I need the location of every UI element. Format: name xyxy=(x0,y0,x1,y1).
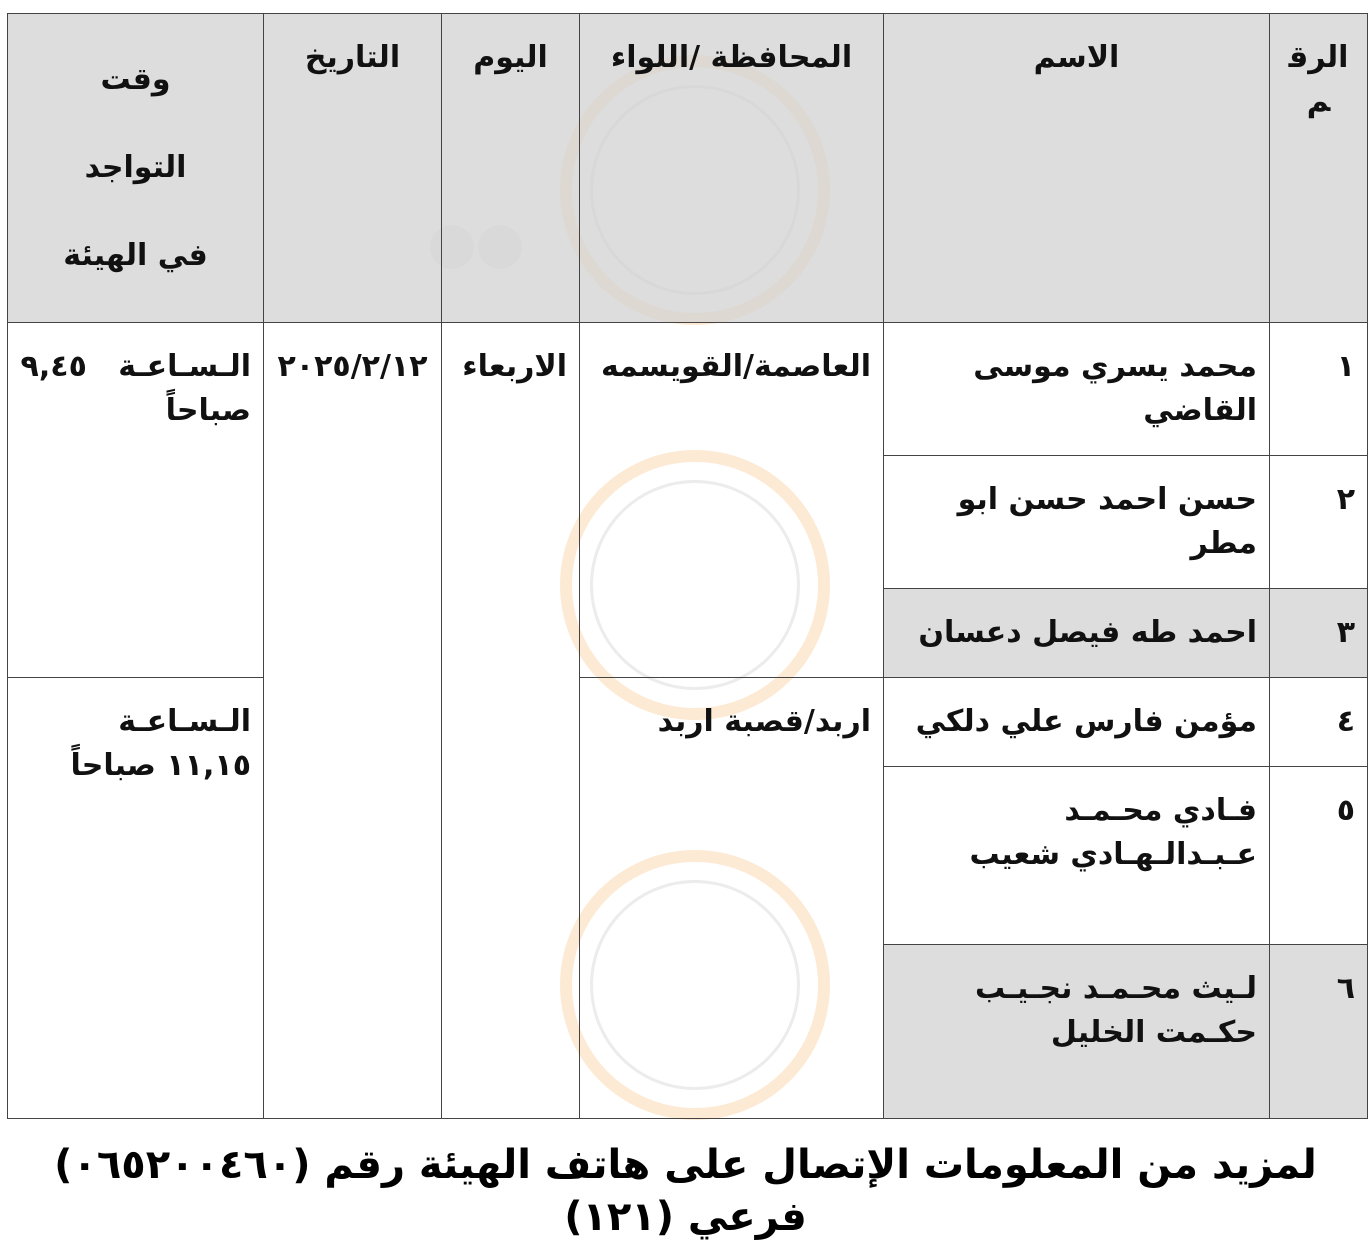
day-cell: الاربعاء xyxy=(442,323,580,1119)
table-row xyxy=(8,323,1368,456)
candidates-table xyxy=(7,13,1368,1119)
header-governorate: المحافظة /اللواء xyxy=(580,14,884,323)
header-number: الرقم xyxy=(1270,14,1368,323)
header-row xyxy=(8,14,1368,323)
row-number: ١ xyxy=(1270,323,1368,456)
governorate-cell: العاصمة/القويسمه xyxy=(580,323,884,678)
header-name: الاسم xyxy=(884,14,1270,323)
row-number: ٣ xyxy=(1270,589,1368,678)
row-number: ٥ xyxy=(1270,767,1368,945)
governorate-cell: اربد/قصبة اربد xyxy=(580,678,884,1119)
table-row xyxy=(8,678,1368,767)
header-date: التاريخ xyxy=(264,14,442,323)
header-time: وقت التواجد في الهيئة xyxy=(8,14,264,323)
row-name: حسن احمد حسن ابو مطر xyxy=(884,456,1270,589)
row-name: فـادي محـمـد عـبـدالـهـادي شعيب xyxy=(884,767,1270,945)
row-name: احمد طه فيصل دعسان xyxy=(884,589,1270,678)
row-name: لـيث محـمـد نجـيـب حكـمت الخليل xyxy=(884,945,1270,1119)
row-number: ٦ xyxy=(1270,945,1368,1119)
time-cell: الـسـاعـة ٩,٤٥ صباحاً xyxy=(8,323,264,678)
row-name: مؤمن فارس علي دلكي xyxy=(884,678,1270,767)
contact-footer: لمزيد من المعلومات الإتصال على هاتف الهيئة رقم (٠٦٥٢٠٠٤٦٠) فرعي (١٢١) xyxy=(54,1142,1317,1240)
time-cell: الـسـاعـة ١١,١٥ صباحاً xyxy=(8,678,264,1119)
row-number: ٢ xyxy=(1270,456,1368,589)
row-name: محمد يسري موسى القاضي xyxy=(884,323,1270,456)
header-day: اليوم xyxy=(442,14,580,323)
row-number: ٤ xyxy=(1270,678,1368,767)
date-cell: ٢٠٢٥/٢/١٢ xyxy=(264,323,442,1119)
